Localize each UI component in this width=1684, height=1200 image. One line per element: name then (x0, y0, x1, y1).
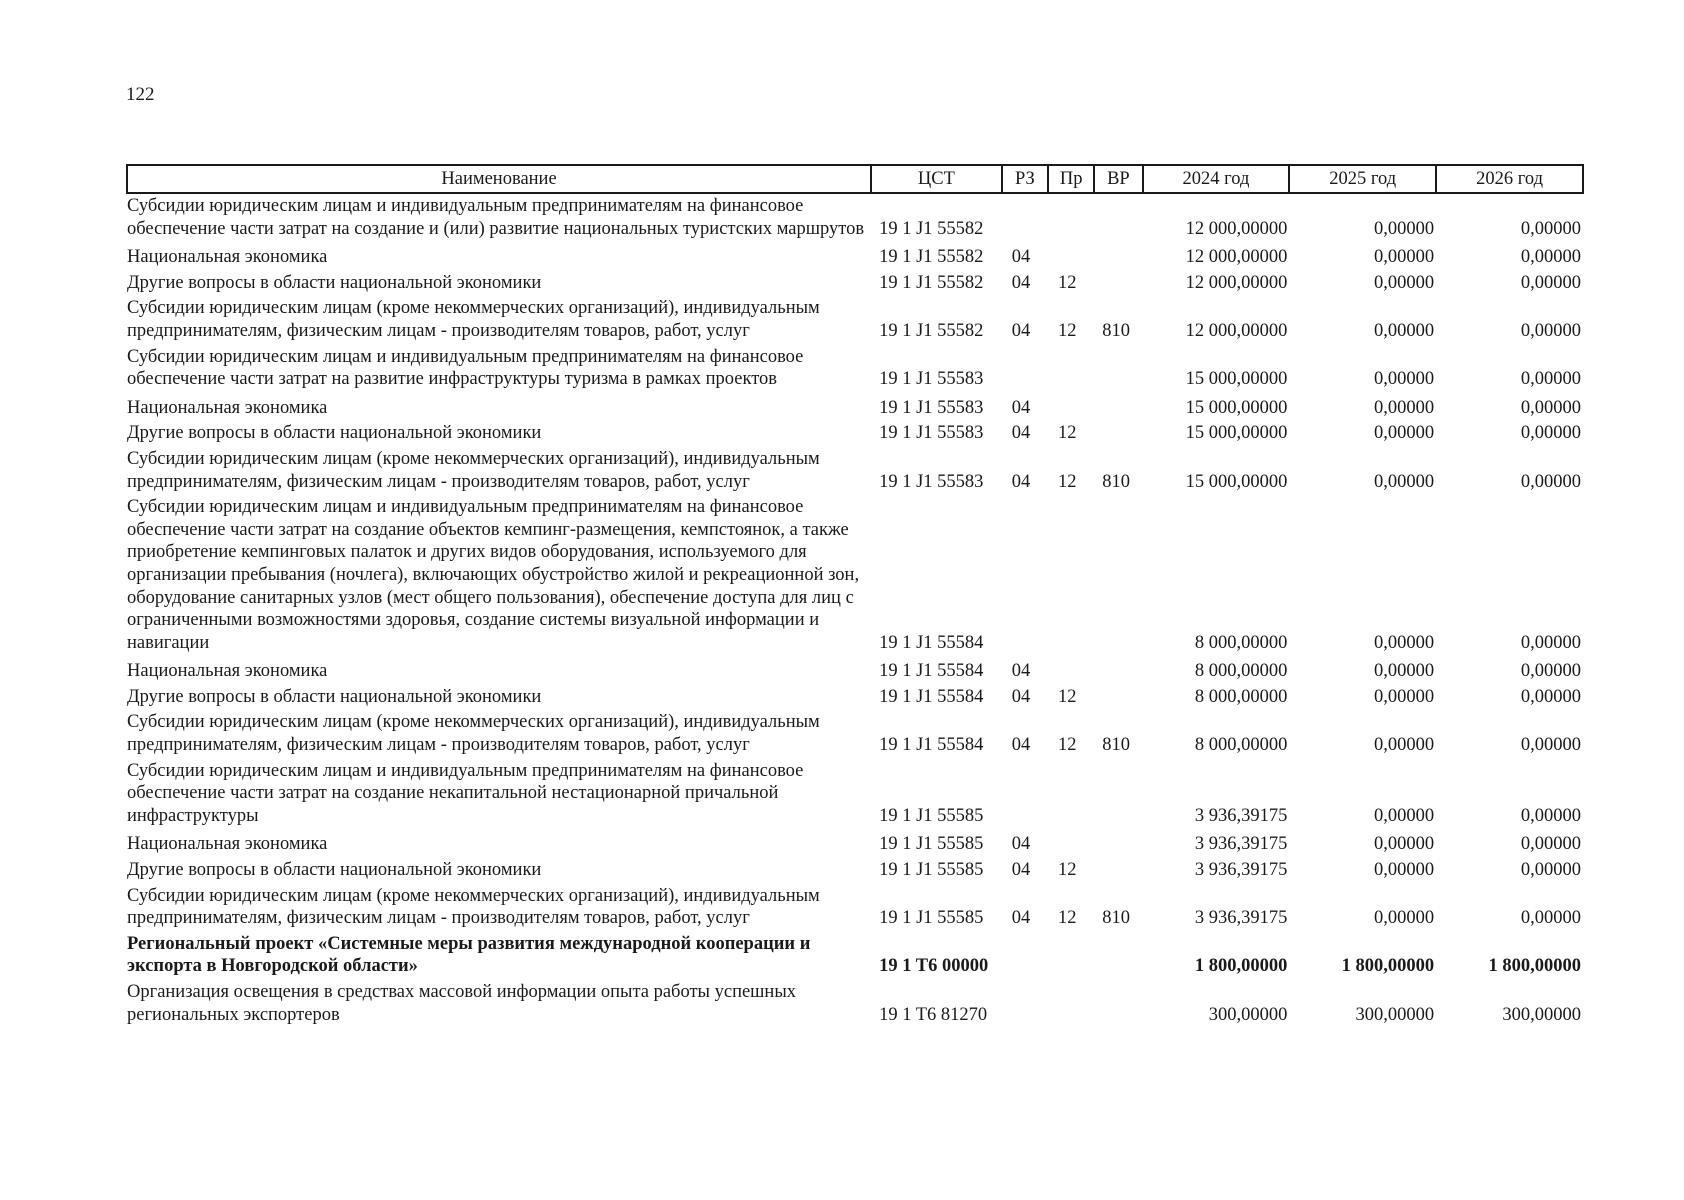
cell-pr: 12 (1058, 735, 1077, 756)
cell-2026: 0,00000 (1520, 218, 1581, 239)
cell-pr (1048, 829, 1094, 858)
cell-2024: 8 000,00000 (1194, 686, 1288, 707)
cell-cst: 19 1 J1 55583 (879, 369, 984, 390)
cell-pr: 12 (1058, 272, 1077, 293)
cell-rz (1002, 932, 1048, 980)
cell-2025: 0,00000 (1374, 397, 1435, 418)
cell-cst: 19 1 T6 81270 (879, 1004, 988, 1025)
cell-2026: 0,00000 (1520, 247, 1581, 268)
cell-pr (1048, 193, 1094, 242)
cell-pr (1048, 393, 1094, 422)
cell-2024: 15 000,00000 (1185, 471, 1288, 492)
cell-vr (1094, 345, 1142, 393)
cell-rz: 04 (1011, 834, 1031, 855)
cell-2025: 0,00000 (1374, 272, 1435, 293)
col-header-2024: 2024 год (1143, 165, 1290, 193)
cell-rz (1002, 345, 1048, 393)
cell-2026: 0,00000 (1520, 471, 1581, 492)
table-row (127, 980, 1583, 1028)
cell-2025: 0,00000 (1374, 860, 1435, 881)
cell-vr (1094, 495, 1142, 656)
col-header-2026: 2026 год (1436, 165, 1583, 193)
cell-cst: 19 1 J1 55584 (879, 661, 984, 682)
cell-2024: 15 000,00000 (1185, 369, 1288, 390)
cell-rz: 04 (1011, 661, 1031, 682)
cell-vr (1094, 656, 1142, 685)
cell-cst: 19 1 J1 55585 (879, 834, 984, 855)
cell-2026: 0,00000 (1520, 632, 1581, 653)
table-row (127, 932, 1583, 980)
table-header (127, 165, 1583, 193)
cell-2025: 0,00000 (1374, 661, 1435, 682)
cell-2024: 3 936,39175 (1194, 834, 1288, 855)
cell-2024: 15 000,00000 (1185, 423, 1288, 444)
cell-rz: 04 (1011, 471, 1031, 492)
cell-2025: 0,00000 (1374, 247, 1435, 268)
cell-2025: 300,00000 (1355, 1004, 1435, 1025)
cell-2025: 0,00000 (1374, 369, 1435, 390)
cell-rz: 04 (1011, 735, 1031, 756)
cell-2025: 0,00000 (1374, 471, 1435, 492)
cell-cst: 19 1 J1 55584 (879, 632, 984, 653)
cell-2024: 3 936,39175 (1194, 805, 1288, 826)
cell-pr: 12 (1058, 471, 1077, 492)
cell-name: Национальная экономика (127, 834, 328, 855)
cell-pr (1048, 759, 1094, 830)
cell-name: Субсидии юридическим лицам (кроме некоммерческих организаций), индивидуальным предпринимателям, физическим лицам - производителям товаров, работ, услуг (127, 448, 820, 492)
cell-name: Национальная экономика (127, 397, 328, 418)
budget-table (126, 164, 1584, 1028)
cell-2025: 0,00000 (1374, 423, 1435, 444)
col-header-2025: 2025 год (1289, 165, 1436, 193)
table-row (127, 495, 1583, 656)
table-row (127, 421, 1583, 447)
cell-2024: 8 000,00000 (1194, 632, 1288, 653)
cell-name: Другие вопросы в области национальной экономики (127, 686, 542, 707)
cell-2024: 8 000,00000 (1194, 735, 1288, 756)
cell-vr (1094, 393, 1142, 422)
cell-cst: 19 1 J1 55582 (879, 218, 984, 239)
col-header-pr: Пр (1048, 165, 1094, 193)
cell-rz: 04 (1011, 320, 1031, 341)
table-row (127, 710, 1583, 758)
cell-name: Субсидии юридическим лицам (кроме некоммерческих организаций), индивидуальным предпринимателям, физическим лицам - производителям товаров, работ, услуг (127, 712, 820, 756)
cell-2024: 12 000,00000 (1185, 247, 1288, 268)
cell-2026: 0,00000 (1520, 805, 1581, 826)
cell-vr: 810 (1102, 735, 1131, 756)
cell-2025: 0,00000 (1374, 805, 1435, 826)
cell-2024: 12 000,00000 (1185, 320, 1288, 341)
table-row (127, 447, 1583, 495)
cell-name: Другие вопросы в области национальной экономики (127, 272, 542, 293)
cell-name: Организация освещения в средствах массовой информации опыта работы успешных региональных экспортеров (127, 982, 797, 1025)
cell-2026: 0,00000 (1520, 423, 1581, 444)
cell-2024: 15 000,00000 (1185, 397, 1288, 418)
cell-name: Субсидии юридическим лицам (кроме некоммерческих организаций), индивидуальным предпринимателям, физическим лицам - производителям товаров, работ, услуг (127, 885, 820, 929)
cell-cst: 19 1 J1 55582 (879, 247, 984, 268)
cell-rz: 04 (1011, 397, 1031, 418)
cell-cst: 19 1 J1 55585 (879, 908, 984, 929)
cell-cst: 19 1 J1 55583 (879, 471, 984, 492)
table-row (127, 345, 1583, 393)
cell-cst: 19 1 J1 55582 (879, 272, 984, 293)
cell-vr: 810 (1102, 908, 1131, 929)
cell-2025: 0,00000 (1374, 320, 1435, 341)
cell-cst: 19 1 T6 00000 (879, 956, 989, 977)
cell-2025: 0,00000 (1374, 686, 1435, 707)
cell-pr (1048, 980, 1094, 1028)
table-row (127, 656, 1583, 685)
table-row (127, 296, 1583, 344)
table-row (127, 858, 1583, 884)
cell-2026: 0,00000 (1520, 369, 1581, 390)
cell-cst: 19 1 J1 55584 (879, 735, 984, 756)
cell-2026: 0,00000 (1520, 272, 1581, 293)
cell-vr (1094, 685, 1142, 711)
table-row (127, 829, 1583, 858)
cell-name: Национальная экономика (127, 661, 328, 682)
col-header-rz: РЗ (1002, 165, 1048, 193)
cell-2026: 0,00000 (1520, 320, 1581, 341)
cell-pr: 12 (1058, 860, 1077, 881)
cell-2026: 300,00000 (1502, 1004, 1581, 1025)
cell-2024: 12 000,00000 (1185, 218, 1288, 239)
cell-2026: 0,00000 (1520, 834, 1581, 855)
cell-2026: 0,00000 (1520, 686, 1581, 707)
cell-rz (1002, 980, 1048, 1028)
cell-2026: 1 800,00000 (1488, 956, 1581, 977)
cell-2024: 3 936,39175 (1194, 860, 1288, 881)
cell-cst: 19 1 J1 55584 (879, 686, 984, 707)
table-body (127, 193, 1583, 1028)
cell-name: Субсидии юридическим лицам и индивидуальным предпринимателям на финансовое обеспечение части затрат на создание и (или) развитие национальных туристских маршрутов (127, 196, 865, 239)
cell-name: Субсидии юридическим лицам и индивидуальным предпринимателям на финансовое обеспечение части затрат на создание некапитальной нестационарной причальной инфраструктуры (127, 760, 804, 826)
cell-pr: 12 (1058, 423, 1077, 444)
table-row (127, 685, 1583, 711)
cell-vr (1094, 242, 1142, 271)
cell-2024: 12 000,00000 (1185, 272, 1288, 293)
cell-name: Субсидии юридическим лицам и индивидуальным предпринимателям на финансовое обеспечение части затрат на создание объектов кемпинг-размещения, кемпстоянок, а также приобретение кемпинговых палаток и других видов оборудования, используемого для организации пребывания (ночлега), включающих обустройство жилой и рекреационной зон, оборудование санитарных узлов (мест общего пользования), обеспечение доступа для лиц с ограниченными возможностями здоровья, создание системы визуальной информации и навигации (127, 497, 860, 653)
cell-2025: 0,00000 (1374, 834, 1435, 855)
cell-name: Другие вопросы в области национальной экономики (127, 423, 542, 444)
cell-rz: 04 (1011, 423, 1031, 444)
cell-pr (1048, 345, 1094, 393)
cell-pr (1048, 932, 1094, 980)
cell-pr: 12 (1058, 320, 1077, 341)
cell-2024: 3 936,39175 (1194, 908, 1288, 929)
table-row (127, 193, 1583, 242)
cell-2024: 8 000,00000 (1194, 661, 1288, 682)
cell-vr (1094, 421, 1142, 447)
cell-2026: 0,00000 (1520, 661, 1581, 682)
cell-rz: 04 (1011, 860, 1031, 881)
cell-2025: 0,00000 (1374, 735, 1435, 756)
cell-2026: 0,00000 (1520, 908, 1581, 929)
cell-pr: 12 (1058, 908, 1077, 929)
cell-name: Субсидии юридическим лицам (кроме некоммерческих организаций), индивидуальным предпринимателям, физическим лицам - производителям товаров, работ, услуг (127, 298, 820, 341)
cell-cst: 19 1 J1 55583 (879, 397, 984, 418)
cell-rz: 04 (1011, 908, 1031, 929)
cell-2026: 0,00000 (1520, 735, 1581, 756)
cell-rz: 04 (1011, 247, 1031, 268)
cell-2025: 0,00000 (1374, 632, 1435, 653)
cell-cst: 19 1 J1 55583 (879, 423, 984, 444)
cell-rz (1002, 193, 1048, 242)
cell-vr (1094, 932, 1142, 980)
cell-cst: 19 1 J1 55582 (879, 320, 984, 341)
cell-2025: 0,00000 (1374, 908, 1435, 929)
col-header-vr: ВР (1094, 165, 1142, 193)
cell-pr (1048, 656, 1094, 685)
table-row (127, 393, 1583, 422)
cell-rz: 04 (1011, 686, 1031, 707)
table-row (127, 271, 1583, 297)
table-row (127, 242, 1583, 271)
table-row (127, 759, 1583, 830)
page-number: 122 (126, 84, 155, 105)
cell-rz: 04 (1011, 272, 1031, 293)
cell-2026: 0,00000 (1520, 397, 1581, 418)
col-header-cst: ЦСТ (871, 165, 1002, 193)
cell-vr (1094, 829, 1142, 858)
table-row (127, 884, 1583, 932)
col-header-name: Наименование (127, 165, 871, 193)
cell-cst: 19 1 J1 55585 (879, 860, 984, 881)
cell-vr (1094, 759, 1142, 830)
cell-2024: 1 800,00000 (1194, 956, 1288, 977)
cell-pr (1048, 242, 1094, 271)
cell-2024: 300,00000 (1208, 1004, 1288, 1025)
cell-vr: 810 (1102, 320, 1131, 341)
cell-name: Субсидии юридическим лицам и индивидуальным предпринимателям на финансовое обеспечение части затрат на развитие инфраструктуры туризма в рамках проектов (127, 346, 804, 390)
cell-name: Национальная экономика (127, 247, 328, 268)
cell-vr (1094, 980, 1142, 1028)
cell-rz (1002, 759, 1048, 830)
cell-pr (1048, 495, 1094, 656)
cell-name: Региональный проект «Системные меры развития международной кооперации и экспорта в Новгородской области» (127, 933, 811, 977)
cell-vr: 810 (1102, 471, 1131, 492)
cell-vr (1094, 271, 1142, 297)
cell-rz (1002, 495, 1048, 656)
cell-pr: 12 (1058, 686, 1077, 707)
cell-name: Другие вопросы в области национальной экономики (127, 860, 542, 881)
cell-2025: 1 800,00000 (1341, 956, 1435, 977)
cell-cst: 19 1 J1 55585 (879, 805, 984, 826)
cell-2026: 0,00000 (1520, 860, 1581, 881)
cell-2025: 0,00000 (1374, 218, 1435, 239)
cell-vr (1094, 858, 1142, 884)
cell-vr (1094, 193, 1142, 242)
